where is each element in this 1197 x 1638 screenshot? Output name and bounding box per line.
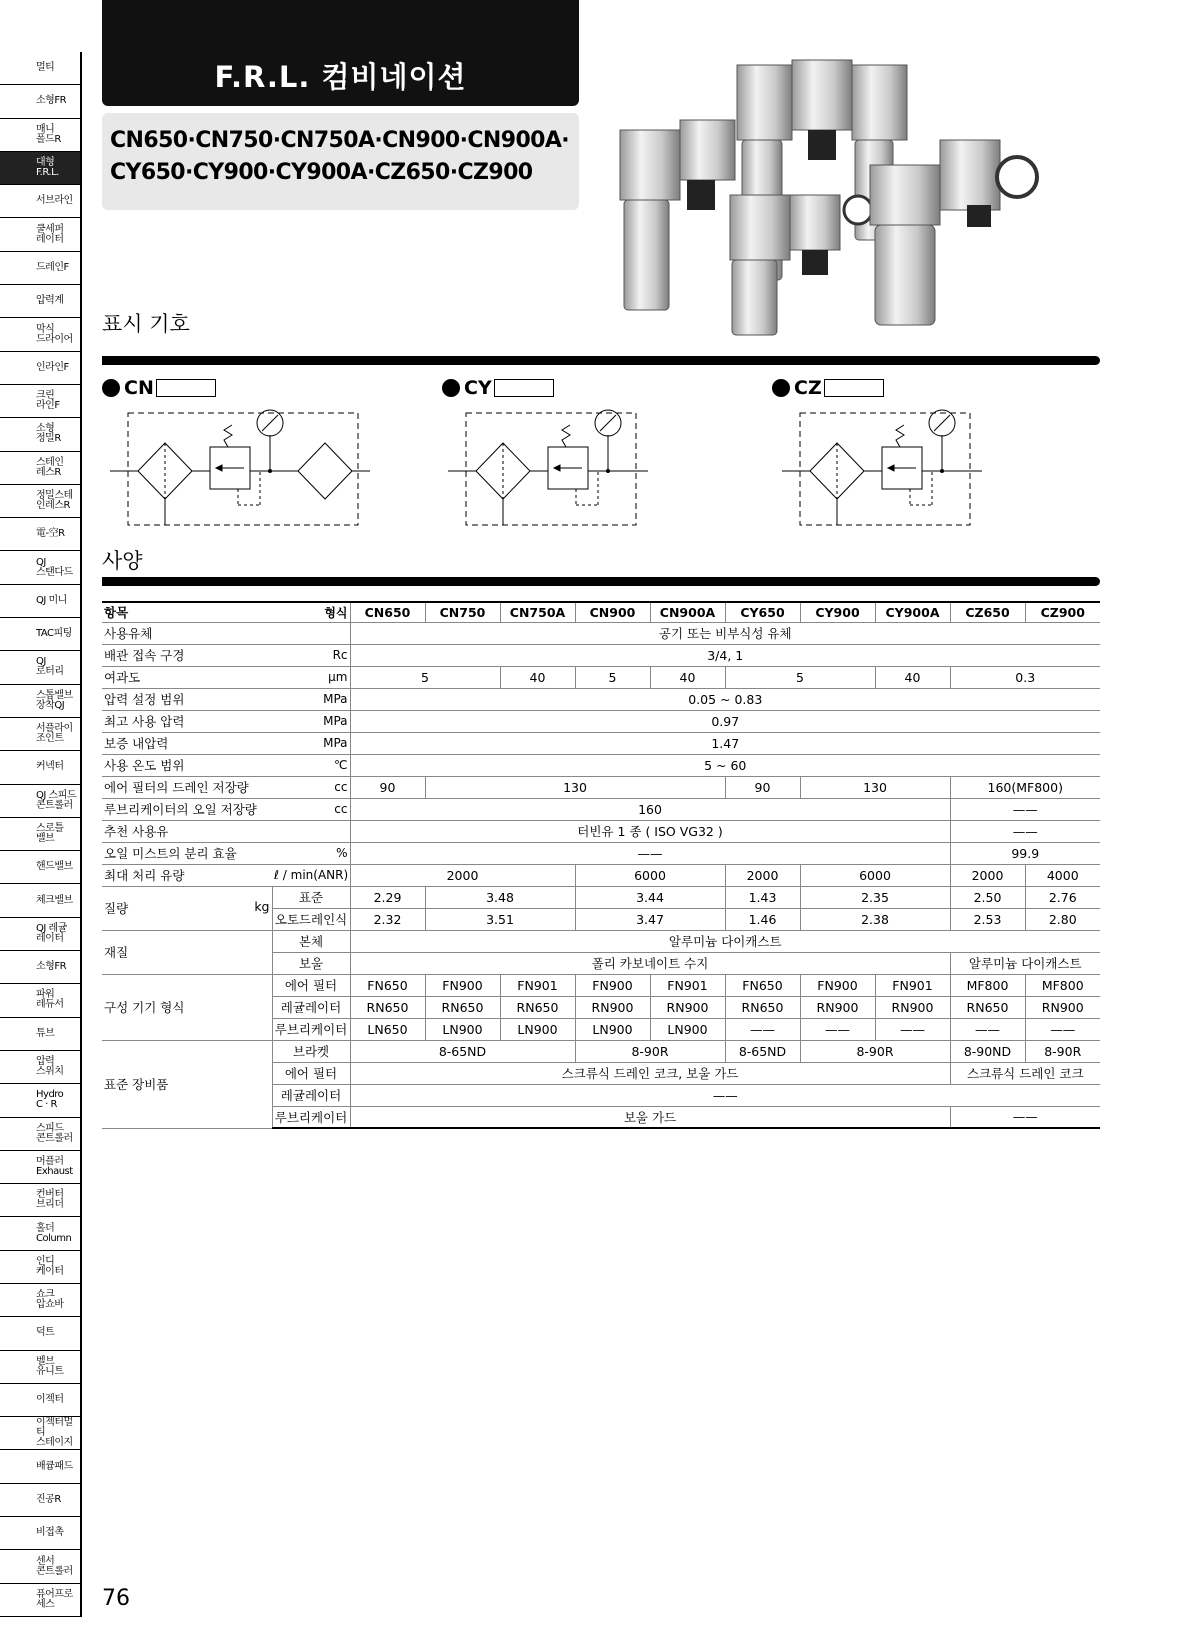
model-header: CY900 [800,602,875,622]
sidebar-item[interactable]: Hydro C · R [0,1084,82,1117]
sidebar-item[interactable]: 파워 레듀서 [0,984,82,1017]
table-row: 재질 본체 알루미늄 다이캐스트 [102,930,1100,952]
sidebar-item[interactable]: 막식 드라이어 [0,318,82,351]
spec-table [102,601,1100,1129]
model-blank-box [156,379,216,397]
sidebar-item[interactable]: QJ 미니 [0,585,82,618]
cy-pneumatic-symbol [448,405,648,530]
table-header-row [102,602,1100,622]
model-header: CN900A [650,602,725,622]
sidebar-item[interactable]: 소형FR [0,85,82,118]
model-header: CY650 [725,602,800,622]
symbol-cz-label: CZ [772,377,884,399]
sidebar-index [0,52,82,1617]
table-row: 루브리케이터 LN650 LN900 LN900 LN900 LN900 —— —— —— —— —— [102,1018,1100,1040]
model-header: CY900A [875,602,950,622]
symbol-cy-label: CY [442,377,554,399]
model-list-line-1: CN650·CN750·CN750A·CN900·CN900A· [110,128,570,153]
symbols-section-title: 표시 기호 [102,312,190,336]
sidebar-item[interactable]: 압력 스위치 [0,1051,82,1084]
sidebar-item[interactable]: 체크밸브 [0,884,82,917]
table-row: 보증 내압력 MPa 1.47 [102,732,1100,754]
sidebar-item[interactable]: 소형 정밀R [0,418,82,451]
sidebar-item[interactable]: 비접촉 [0,1517,82,1550]
model-list-line-2: CY650·CY900·CY900A·CZ650·CZ900 [110,160,533,185]
sidebar-item[interactable]: 커넥터 [0,751,82,784]
table-row: 표준 장비품 브라켓 8-65ND 8-90R 8-65ND 8-90R 8-90ND 8-90R [102,1040,1100,1062]
sidebar-item[interactable]: 스톱밸브 장착QJ [0,685,82,718]
sidebar-item[interactable]: 이젝터멀티 스테이지 [0,1417,82,1450]
table-row: 오일 미스트의 분리 효율 % —— 99.9 [102,842,1100,864]
sidebar-item[interactable]: 센서 콘트롤러 [0,1550,82,1583]
sidebar-item[interactable]: QJ 레귤 레이터 [0,918,82,951]
sidebar-item[interactable]: 멀티 [0,52,82,85]
table-row: 구성 기기 형식 에어 필터 FN650 FN900 FN901 FN900 FN901 FN650 FN900 FN901 MF800 MF800 [102,974,1100,996]
table-row: 에어 필터 스크류식 드레인 코크, 보울 가드 스크류식 드레인 코크 [102,1062,1100,1084]
sidebar-item[interactable]: 배큠패드 [0,1450,82,1483]
table-row: 레귤레이터 RN650 RN650 RN650 RN900 RN900 RN650 RN900 RN900 RN650 RN900 [102,996,1100,1018]
table-row: 배관 접속 구경 Rc 3/4, 1 [102,644,1100,666]
sidebar-item[interactable]: 홀더 Column [0,1217,82,1250]
table-row: 에어 필터의 드레인 저장량 cc 90 130 90 130 160(MF800) [102,776,1100,798]
model-header: CZ650 [950,602,1025,622]
sidebar-item[interactable]: 튜브 [0,1018,82,1051]
sidebar-item[interactable]: 스로틀 밸브 [0,818,82,851]
table-row: 오토드레인식 2.32 3.51 3.47 1.46 2.38 2.53 2.80 [102,908,1100,930]
symbol-cn-label: CN [102,377,216,399]
sidebar-item[interactable]: TAC피팅 [0,618,82,651]
page-title-banner [102,0,579,106]
sidebar-item[interactable]: 쇼크 압쇼바 [0,1284,82,1317]
model-header: CN750A [500,602,575,622]
symbols-section-bar [102,356,1100,365]
sidebar-item[interactable]: 인라인F [0,352,82,385]
cz-pneumatic-symbol [782,405,982,530]
model-header: CN750 [425,602,500,622]
sidebar-item[interactable]: 압력계 [0,285,82,318]
sidebar-item[interactable]: 인디 케이터 [0,1251,82,1284]
table-row: 루브리케이터 보울 가드 —— [102,1106,1100,1128]
sidebar-item[interactable]: QJ 스피드 콘트롤러 [0,785,82,818]
sidebar-item[interactable]: 쿨세퍼 레이터 [0,218,82,251]
sidebar-item[interactable]: 덕트 [0,1317,82,1350]
sidebar-item[interactable]: 매니 폴드R [0,119,82,152]
bullet-icon [772,379,790,397]
sidebar-item[interactable]: 벨브 유니트 [0,1351,82,1384]
sidebar-item[interactable]: 이젝터 [0,1384,82,1417]
table-row: 레귤레이터 —— [102,1084,1100,1106]
model-header: CZ900 [1025,602,1100,622]
cn-pneumatic-symbol [110,405,370,530]
sidebar-item[interactable]: QJ 스탠다드 [0,551,82,584]
item-header: 항목 [102,602,272,622]
sidebar-item[interactable]: 서브라인 [0,185,82,218]
model-list-box [102,113,579,210]
table-row: 사용유체 공기 또는 비부식성 유체 [102,622,1100,644]
sidebar-item[interactable]: 電-空R [0,518,82,551]
bullet-icon [442,379,460,397]
table-row: 질량 kg 표준 2.29 3.48 3.44 1.43 2.35 2.50 2.76 [102,886,1100,908]
sidebar-item[interactable]: 진공R [0,1484,82,1517]
table-row: 보울 폴리 카보네이트 수지 알루미늄 다이캐스트 [102,952,1100,974]
page-number: 76 [102,1586,130,1611]
table-row: 사용 온도 범위 ℃ 5 ~ 60 [102,754,1100,776]
sidebar-item[interactable]: 대형 F.R.L. [0,152,82,185]
sidebar-item[interactable]: 퓨어프로 세스 [0,1584,82,1617]
sidebar-item[interactable]: 스피드 콘트롤러 [0,1118,82,1151]
model-header: CN900 [575,602,650,622]
sidebar-item[interactable]: 머플러 Exhaust [0,1151,82,1184]
sidebar-item[interactable]: 서플라이 조인트 [0,718,82,751]
model-header: CN650 [350,602,425,622]
sidebar-item[interactable]: 크린 라인F [0,385,82,418]
table-row: 추천 사용유 터빈유 1 종 ( ISO VG32 ) —— [102,820,1100,842]
sidebar-item[interactable]: 정밀스테 인레스R [0,485,82,518]
table-row: 여과도 μm 5 40 5 40 5 40 0.3 [102,666,1100,688]
sidebar-item[interactable]: 소형FR [0,951,82,984]
table-row: 최대 처리 유량 ℓ / min(ANR) 2000 6000 2000 6000 2000 4000 [102,864,1100,886]
bullet-icon [102,379,120,397]
table-row: 최고 사용 압력 MPa 0.97 [102,710,1100,732]
table-row: 압력 설정 범위 MPa 0.05 ~ 0.83 [102,688,1100,710]
sidebar-item[interactable]: 스테인 레스R [0,452,82,485]
spec-section-bar [102,577,1100,586]
spec-section-title: 사양 [102,549,143,573]
page-title: F.R.L. 컴비네이션 [214,60,467,94]
sidebar-item[interactable]: 핸드밸브 [0,851,82,884]
table-row: 루브리케이터의 오일 저장량 cc 160 —— [102,798,1100,820]
sidebar-item[interactable]: 드레인F [0,252,82,285]
sidebar-item[interactable]: QJ 로터리 [0,651,82,684]
type-header: 형식 [272,602,350,622]
sidebar-item[interactable]: 컨버터 브리더 [0,1184,82,1217]
model-blank-box [494,379,554,397]
product-photo [612,45,1092,340]
model-blank-box [824,379,884,397]
